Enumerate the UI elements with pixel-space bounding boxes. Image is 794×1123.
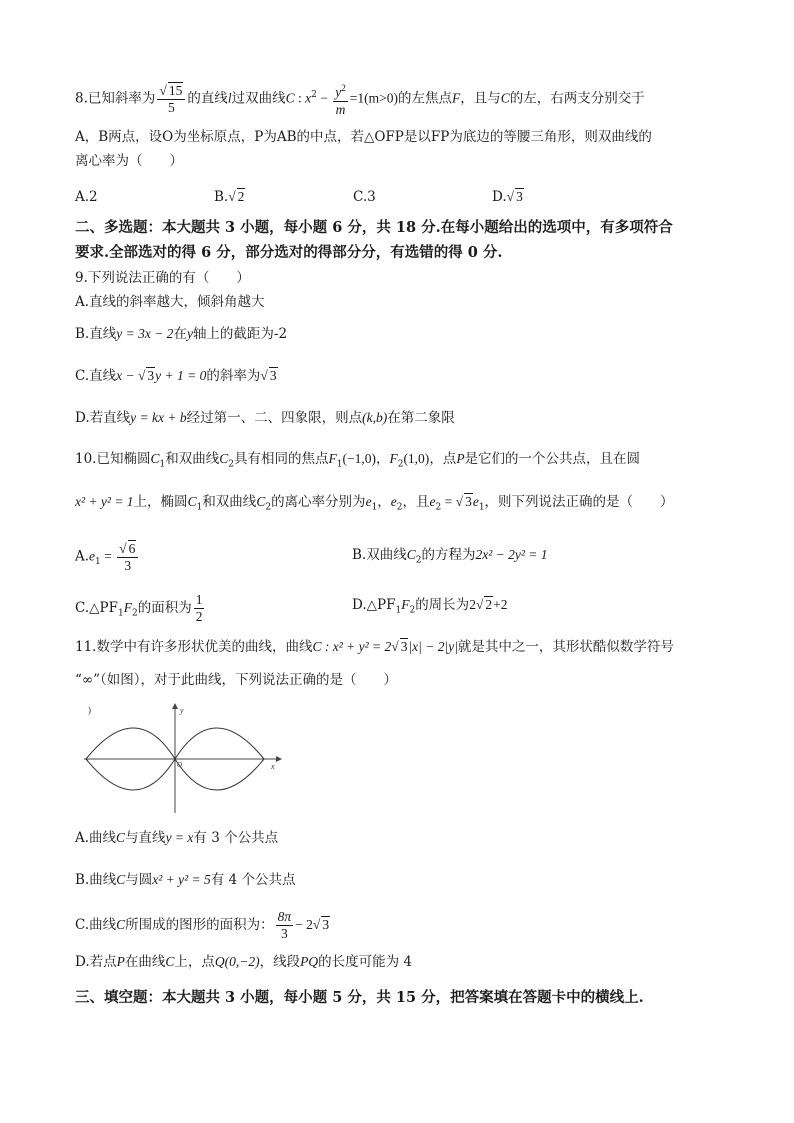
equation: x − [116,368,138,383]
q11-option-c [75,909,330,942]
q10-option-c: $C.\triangle PF_1F_2$的面积为 $\frac{1}{2}$ [75,592,203,624]
option-text: C.曲线 [75,917,117,933]
eq-m: m [335,101,346,117]
option-text: 轴上的截距为-2 [192,326,288,342]
q10-option-a: $A.e_1$ = √ $\frac{6}{3}$ [75,540,140,574]
option-text: D.若点 [75,954,117,970]
option-text: 与圆 [125,872,153,888]
curve-c: C [285,90,295,106]
option-text: C.△PF [75,600,118,616]
option-text: D.△PF [352,597,396,613]
hyperbola-c2: C [406,547,416,562]
focus-f2: F [389,451,398,466]
q8-stem-line2: A，B两点，设O为坐标原点，P为AB的中点，若△OFP是以FP为底边的等腰三角形，则双曲线的 [75,129,652,145]
denominator: 3 [281,926,288,941]
figure-svg [84,703,284,815]
x-axis-arrow-icon [276,756,282,762]
option-text: ，线段 [259,954,301,970]
section3-heading: 三、填空题：本大题共 3 小题，每小题 5 分，共 15 分，把答案填在答题卡中的横线上. [75,989,644,1006]
hyperbola-equation: 2x² − 2y² = 1 [475,547,548,562]
q8-stem-line3: 离心率为（ ） [75,153,183,169]
option-text: B.曲线 [75,872,117,888]
radicand: 6 [128,541,136,556]
option-text: 在曲线 [124,954,166,970]
infinity-curve-figure [84,703,284,819]
option-text: 的斜率为 [206,368,261,384]
numerator: 1 [195,592,203,607]
focus-f: F [401,597,410,612]
area-fraction [194,592,205,625]
option-label: D. [492,189,507,205]
slope-numerator: 15 [168,82,183,98]
origin-label: O [177,761,183,769]
denominator: 2 [195,609,203,624]
q8-text: ，且与 [460,90,501,107]
curve-c: C [500,90,510,106]
option-text: A.曲线 [75,830,117,846]
f1-coord: (−1,0) [342,451,376,466]
tail: − 2 [295,917,313,932]
q8-stem-line1: 8.已知斜率为 √ $\frac{15}{5}$ 的直线l过双曲线C : $x^2$ − $\frac{y^2}{m}$ =1(m>0)的左焦点F，且与C的左，右两支分别交于 [75,80,645,118]
radicand: 2 [237,189,245,204]
q9-option-c [75,366,278,386]
q9-option-b [75,324,287,344]
curve-equation: |x| − 2|y| [408,639,458,654]
option-text: D.若直线 [75,410,131,426]
section2-heading-line1: 二、多选题：本大题共 3 小题，每小题 6 分，共 18 分.在每小题给出的选项中，有多项符合 [75,219,673,236]
equation: y = 3x − 2 [116,326,174,341]
q8-option-d [492,187,524,207]
area-fraction [276,909,294,942]
focus-f: F [123,600,132,615]
section2-heading-line2: 要求.全部选对的得 6 分，部分选对的得部分分，有选错的得 0 分. [75,244,503,261]
q10-stem-line2: x² + y² = 1上，椭圆$C_1$和双曲线$C_2$的离心率分别为$e_1$，$e_2$，且$e_2$ = √ $3e_1$，则下列说法正确的是（ ） [75,492,674,518]
e1: e [89,548,96,564]
stem-text: ，则下列说法正确的是（ ） [484,494,674,510]
curve-c: C [116,917,126,932]
option-text: 经过第一、二、四象限，则点 [186,410,363,426]
stem-text: 的离心率分别为 [271,494,366,510]
var-y: y [186,326,193,341]
e1: e [365,494,372,509]
slope-denominator: 5 [167,99,175,115]
f2-coord: (1,0) [403,451,430,466]
option-label: B. [214,189,229,205]
q8-option-a: A.2 [75,189,98,205]
radicand: 3 [269,368,277,383]
option-text: C.直线 [75,368,117,384]
radicand: 3 [465,494,472,509]
circle-equation: x² + y² = 5 [152,872,211,887]
line-l: l [227,90,232,106]
curve-c: C [116,830,126,845]
focus-f: F [451,90,461,106]
q10-option-d: $D.\triangle PF_1F_2$的周长为2√ 2+2 [352,595,507,621]
radicand: 3 [400,639,408,654]
y-axis-arrow-icon [172,703,178,709]
figure-corner-mark: ) [88,705,91,715]
focus-f1: F [328,451,337,466]
q8-option-c: C.3 [353,189,376,205]
radicand: 3 [322,917,330,932]
option-text: B.直线 [75,326,117,342]
hyperbola-fraction: $\frac{y^2}{m}$ [333,80,348,118]
q8-text: 的左焦点 [397,90,452,107]
radicand: 3 [516,189,523,204]
option-text: 在 [173,326,187,342]
q10-stem-line1: 10.已知椭圆$C_1$和双曲线$C_2$具有相同的焦点$F_1(-1,0)$，$F_2(1,0)$，点P是它们的一个公共点，且在圆 [75,451,641,470]
curve-equation: C : x² + y² = 2 [312,639,392,654]
stem-text: 11.数学中有许多形状优美的曲线，曲线 [75,639,313,655]
q8-text: 8.已知斜率为 [75,90,156,107]
q11-stem-line2: “∞”（如图），对于此曲线，下列说法正确的是（ ） [75,672,398,688]
stem-text: 和双曲线 [165,451,220,467]
e1-fraction [117,540,138,574]
stem-text: 和双曲线 [202,494,257,510]
option-text: 所围成的图形的面积为： [125,917,274,933]
equation: y = kx + b [130,410,187,425]
ellipse-c1: C [187,494,197,509]
option-text: 的周长为 [415,597,470,613]
x-axis-label: x [271,762,275,771]
eq-x: x [305,90,312,106]
q9-option-d [75,408,455,428]
q11-option-a [75,828,278,848]
q9-stem: 9.下列说法正确的有（ ） [75,270,250,286]
option-text: 的面积为 [137,600,192,616]
point-kb: (k,b) [362,410,388,425]
option-text: 上，点 [174,954,215,970]
q11-option-d [75,952,412,972]
eq-y: y [335,84,342,100]
numerator: 8π [277,909,292,924]
q11-stem-line1 [75,637,674,657]
hyperbola-c2: C [219,451,229,466]
stem-text: ，且 [402,494,430,510]
denominator: 3 [124,558,132,573]
option-text: 的长度可能为 4 [318,954,413,970]
ellipse-c1: C [150,451,160,466]
q8-text: 过双曲线 [231,90,286,107]
stem-text: 10.已知椭圆 [75,451,151,467]
coefficient: 2 [469,597,476,612]
stem-text: ，点 [429,451,457,467]
e1: e [472,494,479,509]
hyperbola-c2: C [256,494,266,509]
curve-c: C [116,872,126,887]
point-p: P [116,954,125,969]
eq-tail: =1(m>0) [349,90,398,106]
radicand: 3 [147,368,155,383]
q8-text: 的直线 [187,90,228,107]
option-text: 有 3 个公共点 [193,830,279,846]
slope-fraction [157,82,185,116]
point-p: P [456,451,465,466]
y-axis-label: y [180,706,184,715]
curve-c: C [165,954,175,969]
tail: +2 [493,597,508,612]
line-equation: y = x [165,830,194,845]
stem-text: 是它们的一个公共点，且在圆 [464,451,641,467]
q11-option-b [75,870,295,890]
circle-equation: x² + y² = 1 [75,494,134,509]
q8-text: 的左，右两支分别交于 [509,90,645,107]
stem-text: 上，椭圆 [133,494,188,510]
q9-option-a: A.直线的斜率越大，倾斜角越大 [75,294,265,310]
option-text: 在第二象限 [387,410,455,426]
e2: e [429,494,436,509]
segment-pq: PQ [300,954,319,969]
stem-text: 具有相同的焦点 [233,451,329,467]
option-label: A. [75,548,90,565]
e2: e [390,494,397,509]
point-q: Q(0,−2) [214,954,260,969]
option-text: 有 4 个公共点 [210,872,296,888]
equation: y + 1 = 0 [155,368,207,383]
option-text: 的方程为 [421,547,476,563]
option-text: B.双曲线 [352,547,407,563]
radicand: 2 [485,597,493,612]
q8-option-b [214,187,245,207]
q10-option-b: B.双曲线$C_2$的方程为2x² − 2y² = 1 [352,547,548,566]
option-text: 与直线 [125,830,166,846]
stem-text: 就是其中之一，其形状酷似数学符号 [457,639,674,655]
